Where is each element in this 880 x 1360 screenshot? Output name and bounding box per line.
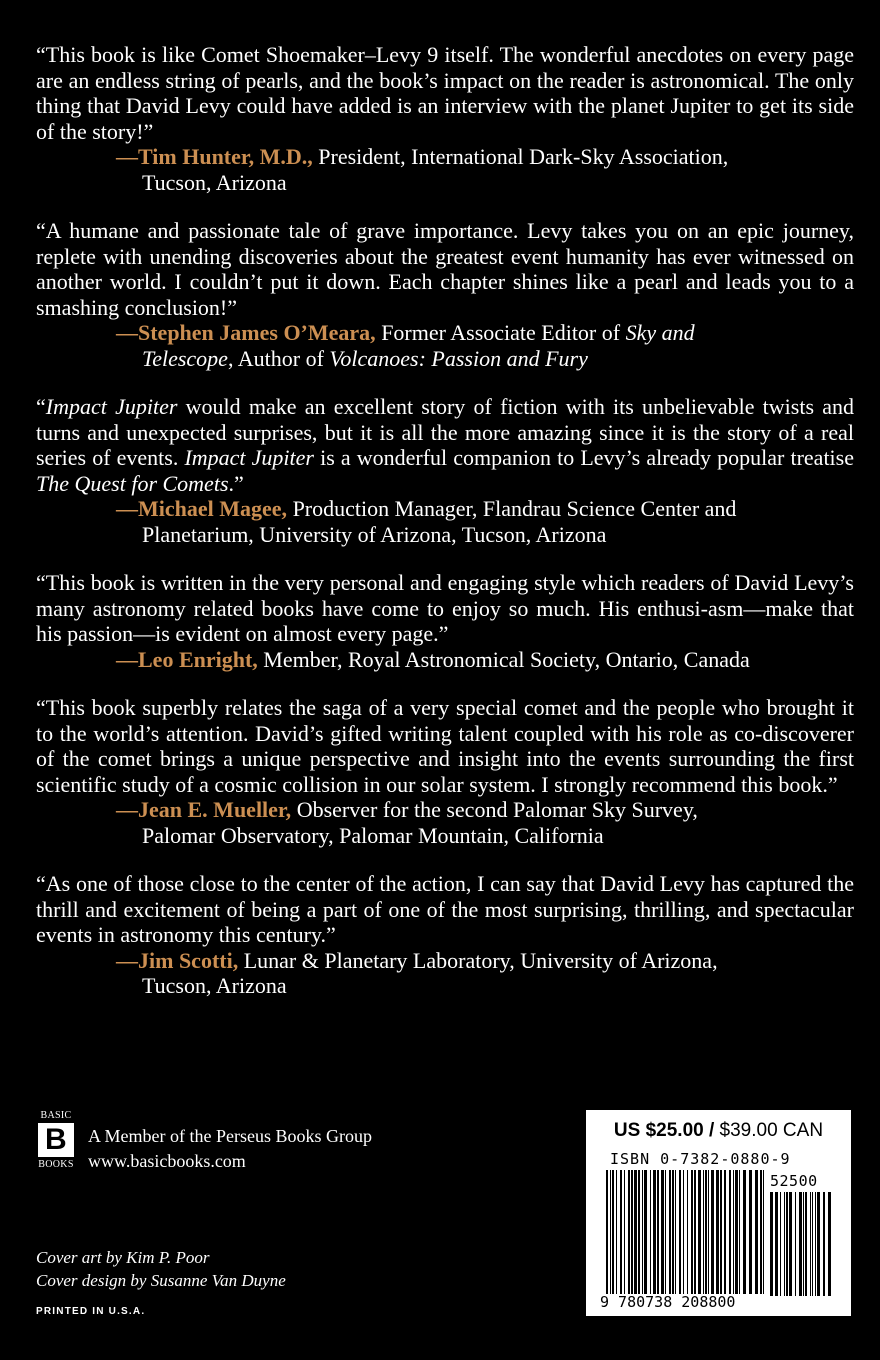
barcode-stripe [691,1170,693,1294]
book-title: The Quest for Comets [36,470,229,496]
barcode-stripe [716,1170,719,1294]
logo-text-bottom: BOOKS [38,1159,74,1170]
logo-letter: B [45,1123,67,1156]
author-name: —Jean E. Mueller, [116,797,292,822]
logo-text-top: BASIC [40,1110,72,1121]
author-affiliation: Production Manager, Flandrau Science Center and [287,496,737,521]
barcode-stripe [749,1170,752,1294]
blurb-attribution [36,948,854,974]
quote-mark: “ [36,394,46,419]
publication-title: Sky and [625,320,695,345]
barcode-stripe [612,1170,614,1294]
quote-text: is a wonderful companion to Levy’s already popular treatise [313,445,854,470]
price [586,1120,851,1142]
barcode-stripe [775,1192,778,1296]
blurb-attribution [36,320,854,346]
book-title: Volcanoes: Passion and Fury [329,345,588,371]
barcode-stripe [616,1170,617,1294]
barcode-stripe [708,1170,709,1294]
barcode-stripe [687,1170,688,1294]
barcode-stripe [628,1170,630,1294]
author-affiliation: Member, Royal Astronomical Society, Ontario, Canada [257,646,750,672]
barcode-stripe [743,1170,746,1294]
barcode-stripe [642,1170,643,1294]
barcode-stripe [672,1170,674,1294]
price-us: US $25.00 / [613,1120,715,1141]
barcode-stripe [739,1170,740,1294]
barcode-stripe [644,1170,647,1294]
blurb-mueller [36,695,854,848]
barcode-stripe [694,1170,696,1294]
blurb-quote: “This book is like Comet Shoemaker–Levy 9 itself. The wonderful anecdotes on every page are an endless string of pearls, and the book’s impact on the reader is astronomical. The only thing that David Levy could have added is an interview with the planet Jupiter to get its side of the story!” [36,42,854,144]
barcode-stripe [631,1170,633,1294]
blurb-attribution [36,647,854,673]
blurb-attribution [36,496,854,522]
book-title: Impact Jupiter [45,394,178,419]
barcode-stripe [669,1170,671,1294]
author-name: —Michael Magee, [116,496,288,521]
price-addon-barcode [770,1192,832,1296]
barcode-stripe [665,1170,666,1294]
quote-text: .” [228,470,244,496]
price-addon-text: 52500 [770,1172,818,1190]
barcode-stripe [784,1192,785,1296]
blurb-quote: “As one of those close to the center of the action, I can say that David Levy has captured the thrill and excitement of being a part of one of the most surprising, thrilling, and spectacular events in astronomy this century.” [36,871,854,947]
publisher-text [88,1124,372,1174]
author-affiliation: Observer for the second Palomar Sky Survey, [291,797,698,822]
author-affiliation: Lunar & Planetary Laboratory, University of Arizona, [238,947,718,973]
publisher-group: A Member of the Perseus Books Group [88,1126,372,1146]
barcode-stripe [770,1192,773,1296]
barcode-stripe [650,1170,651,1294]
barcode-stripe [698,1170,701,1294]
blurb-hunter [36,42,854,195]
barcode-stripe [675,1170,676,1294]
barcode-stripe [812,1192,813,1296]
blurb-attribution [36,797,854,823]
author-affiliation: President, International Dark-Sky Association, [312,144,729,169]
author-affiliation: Former Associate Editor of [375,320,626,345]
barcode-stripe [610,1170,611,1294]
barcode-stripe [755,1170,758,1294]
barcode-stripe [810,1192,811,1296]
author-name: —Jim Scotti, [116,947,239,973]
basic-books-logo [36,1110,76,1170]
blurb-attribution [36,144,854,170]
publisher-block [36,1110,372,1174]
barcode-stripe [657,1170,659,1294]
blurbs [36,42,854,1022]
blurb-magee [36,394,854,547]
author-name: —Stephen James O’Meara, [116,320,376,345]
printed-in: PRINTED IN U.S.A. [36,1306,146,1317]
price-can: $39.00 CAN [714,1120,824,1141]
author-affiliation-cont [36,346,854,372]
cover-design-credit: Cover design by Susanne Van Duyne [36,1271,286,1290]
blurb-scotti [36,871,854,999]
quote-text: would make an excellent story of fiction with its unbelievable twists and turns and unexpected surprises, but it is all the more amazing since it is the story of a real series of events. [36,394,855,470]
ean-digits: 9 780738 208800 [600,1293,736,1311]
barcode-stripe [683,1170,684,1294]
barcode-stripe [661,1170,664,1294]
cover-credits [36,1246,286,1292]
affiliation-text: , Author of [227,345,330,371]
barcode-stripe [729,1170,731,1294]
blurb-quote: “This book is written in the very personal and engaging style which readers of David Levy’s many astronomy related books have come to enjoy so much. His enthusi-asm—make that his passion—is evident on almost every page.” [36,570,854,646]
blurb-quote [36,394,854,496]
barcode-stripe [720,1170,722,1294]
barcode-stripe [763,1170,764,1294]
author-name: —Leo Enright, [116,646,258,672]
barcode-stripe [620,1170,622,1294]
barcode-stripe [733,1170,734,1294]
barcode-stripe [789,1192,792,1296]
barcode-stripe [634,1170,637,1294]
barcode-stripe [805,1192,807,1296]
barcode-stripe [817,1192,820,1296]
barcode-stripe [711,1170,714,1294]
barcode-stripe [823,1192,825,1296]
author-affiliation-cont: Planetarium, University of Arizona, Tucson, Arizona [142,521,607,547]
ean-barcode [606,1170,764,1294]
barcode-panel [586,1110,851,1316]
barcode-stripe [653,1170,656,1294]
barcode-stripe [799,1192,802,1296]
blurb-enright [36,570,854,672]
barcode-stripe [638,1170,640,1294]
barcode-stripe [815,1192,816,1296]
barcode-stripe [705,1170,707,1294]
barcode-stripe [760,1170,762,1294]
barcode-stripe [679,1170,681,1294]
author-affiliation-cont: Tucson, Arizona [142,169,287,195]
barcode-stripe [703,1170,704,1294]
author-name: —Tim Hunter, M.D., [116,144,313,169]
barcode-stripe [624,1170,625,1294]
barcode-stripe [724,1170,726,1294]
logo-mark [38,1123,74,1157]
author-affiliation-cont: Palomar Observatory, Palomar Mountain, California [142,822,604,848]
barcode-stripe [803,1192,804,1296]
author-affiliation-cont: Tucson, Arizona [142,973,287,998]
publisher-url: www.basicbooks.com [88,1151,246,1171]
barcode-stripe [735,1170,738,1294]
barcode-stripe [828,1192,831,1296]
cover-art-credit: Cover art by Kim P. Poor [36,1248,210,1267]
blurb-quote: “A humane and passionate tale of grave importance. Levy takes you on an epic journey, replete with unending discoveries about the greatest event humanity has ever witnessed on another world. I couldn’t put it down. Each chapter shines like a pearl and leads you to a smashing conclusion!” [36,218,854,320]
barcode-stripe [786,1192,788,1296]
blurb-quote: “This book superbly relates the saga of a very special comet and the people who brought it to the world’s attention. David’s gifted writing talent coupled with his role as co-discoverer of the comet brings a unique perspective and insight into the events surrounding the first scientific study of a cosmic collision in our solar system. I strongly recommend this book.” [36,695,854,797]
book-title: Impact Jupiter [184,445,314,470]
barcode-stripe [606,1170,608,1294]
barcode-stripe [795,1192,796,1296]
isbn-text: ISBN 0-7382-0880-9 [610,1150,791,1168]
blurb-omeara [36,218,854,371]
barcode-stripe [780,1192,781,1296]
publication-title: Telescope [142,345,228,371]
